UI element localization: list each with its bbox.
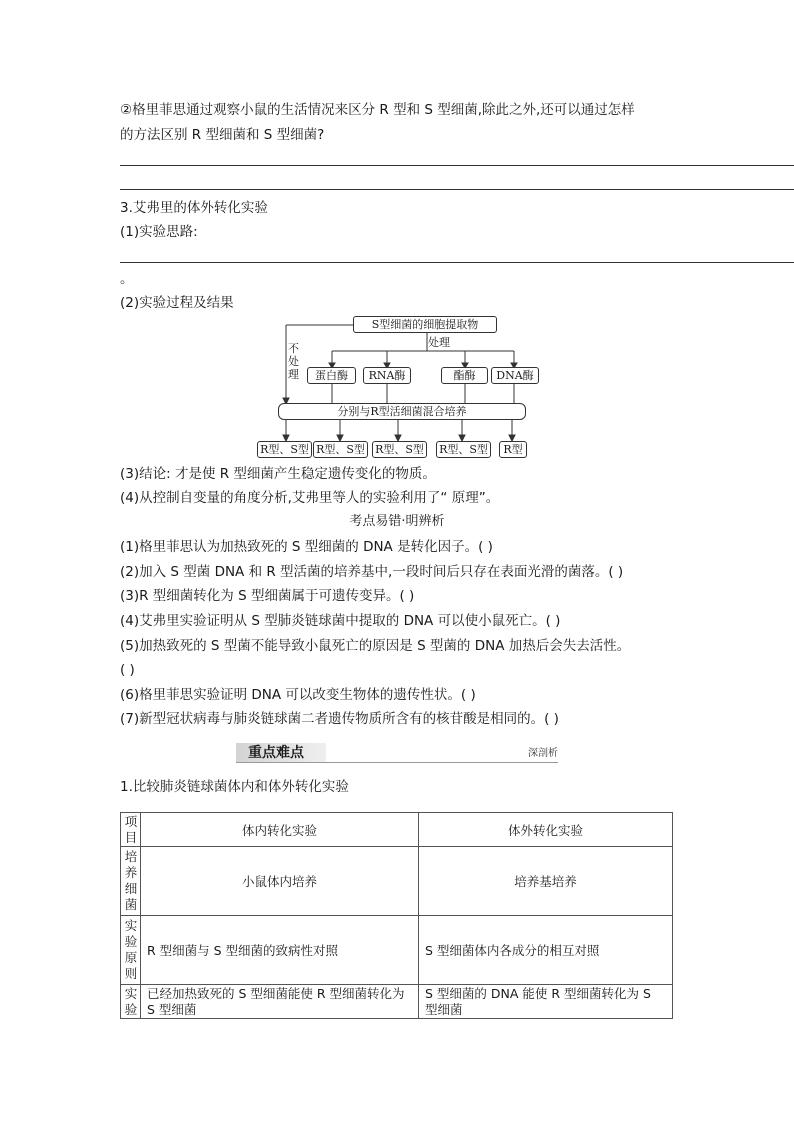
table-header-cell: 项目 — [121, 813, 141, 847]
table-cell: 培养细菌 — [121, 847, 141, 916]
table-cell: R 型细菌与 S 型细菌的致病性对照 — [141, 916, 419, 985]
diagram-result-4: R型、S型 — [436, 441, 491, 458]
section-banner — [236, 743, 558, 763]
comparison-table — [120, 812, 673, 1019]
section-heading: 3.艾弗里的体外转化实验 — [120, 200, 268, 216]
idea-label: (1)实验思路: — [120, 224, 198, 240]
mistake-item-3: (3)R 型细菌转化为 S 型细菌属于可遗传变异。( ) — [120, 588, 415, 604]
diagram-connectors — [250, 312, 550, 462]
idea-end-mark: 。 — [120, 271, 134, 287]
answer-rule — [120, 165, 794, 166]
diagram-mix-box: 分别与R型活细菌混合培养 — [278, 403, 526, 420]
mistake-item-7: (7)新型冠状病毒与肺炎链球菌二者遗传物质所含有的核苷酸是相同的。( ) — [120, 711, 559, 727]
diagram-result-2: R型、S型 — [313, 441, 368, 458]
table-row — [121, 985, 673, 1019]
table-cell: 已经加热致死的 S 型细菌能使 R 型细菌转化为 S 型细菌 — [141, 985, 419, 1019]
principle-line: (4)从控制自变量的角度分析,艾弗里等人的实验利用了“ 原理”。 — [120, 490, 500, 506]
mistake-item-5: (5)加热致死的 S 型菌不能导致小鼠死亡的原因是 S 型菌的 DNA 加热后会失去活性。 — [120, 638, 631, 654]
table-header-row — [121, 813, 673, 847]
mistake-item-2: (2)加入 S 型菌 DNA 和 R 型活菌的培养基中,一段时间后只存在表面光滑的菌落。( ) — [120, 564, 624, 580]
answer-rule — [120, 189, 794, 190]
diagram-result-1: R型、S型 — [257, 441, 312, 458]
mistakes-title: 考点易错·明辨析 — [349, 514, 445, 529]
conclusion-line: (3)结论: 才是使 R 型细菌产生稳定遗传变化的物质。 — [120, 466, 436, 482]
diagram-no-treat-label: 不 处 理 — [288, 342, 299, 381]
table-header-cell: 体内转化实验 — [141, 813, 419, 847]
diagram-enzyme-dnase: DNA酶 — [491, 367, 539, 384]
table-cell: 小鼠体内培养 — [141, 847, 419, 916]
table-cell: 培养基培养 — [419, 847, 673, 916]
diagram-treat-label: 处理 — [428, 336, 450, 349]
diagram-enzyme-rnase: RNA酶 — [363, 367, 411, 384]
diagram-result-3: R型、S型 — [372, 441, 427, 458]
mistake-item-6: (6)格里菲思实验证明 DNA 可以改变生物体的遗传性状。( ) — [120, 687, 476, 703]
compare-heading: 1.比较肺炎链球菌体内和体外转化实验 — [120, 779, 349, 795]
mistake-item-4: (4)艾弗里实验证明从 S 型肺炎链球菌中提取的 DNA 可以使小鼠死亡。( ) — [120, 613, 561, 629]
question-line-1: ②格里菲思通过观察小鼠的生活情况来区分 R 型和 S 型细菌,除此之外,还可以通过怎样 — [120, 102, 635, 118]
diagram-extract-box: S型细菌的细胞提取物 — [353, 316, 497, 333]
diagram-result-5: R型 — [499, 441, 527, 458]
table-cell: S 型细菌的 DNA 能使 R 型细菌转化为 S 型细菌 — [419, 985, 673, 1019]
diagram-enzyme-protease: 蛋白酶 — [307, 367, 356, 384]
table-row — [121, 916, 673, 985]
diagram-enzyme-esterase: 酯酶 — [441, 367, 488, 384]
table-row — [121, 847, 673, 916]
banner-subtitle: 深剖析 — [528, 748, 558, 759]
table-cell: 实验原则 — [121, 916, 141, 985]
banner-underline — [236, 762, 558, 763]
question-line-2: 的方法区别 R 型细菌和 S 型细菌? — [120, 127, 325, 143]
mistake-item-1: (1)格里菲思认为加热致死的 S 型细菌的 DNA 是转化因子。( ) — [120, 539, 493, 555]
banner-title: 重点难点 — [248, 745, 304, 761]
process-label: (2)实验过程及结果 — [120, 295, 234, 311]
mistake-item-5-bracket: ( ) — [120, 662, 135, 678]
table-cell: S 型细菌体内各成分的相互对照 — [419, 916, 673, 985]
answer-rule — [120, 262, 794, 263]
table-header-cell: 体外转化实验 — [419, 813, 673, 847]
table-cell: 实验 — [121, 985, 141, 1019]
experiment-diagram — [250, 312, 550, 462]
